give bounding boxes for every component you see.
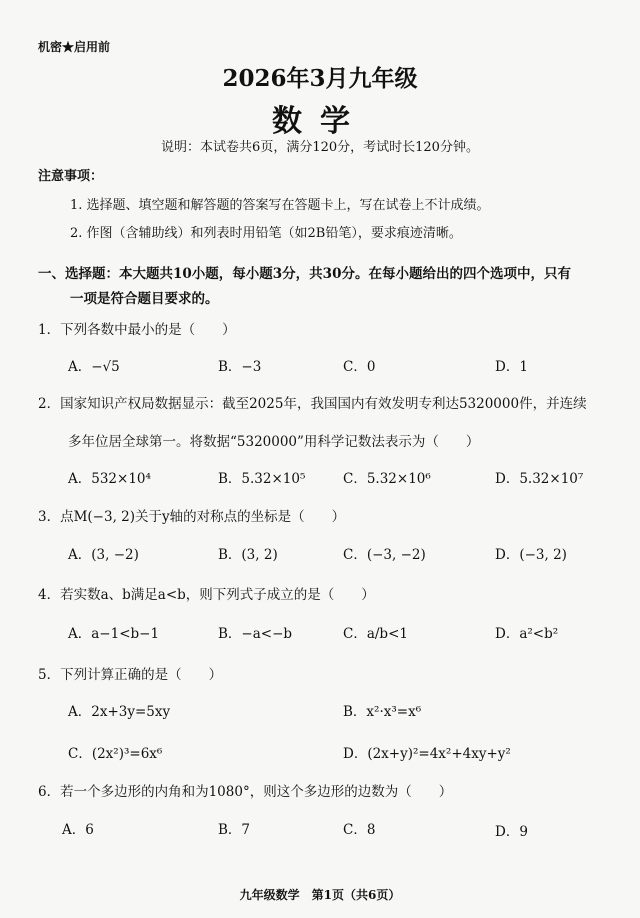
q6-option-c: C．8 [343, 822, 376, 838]
q4-option-a: A．a−1<b−1 [68, 626, 160, 642]
q3-option-b: B．(3, 2) [218, 547, 278, 563]
question-1-stem: 1．下列各数中最小的是（ ） [38, 322, 236, 338]
section-heading-line2: 一项是符合题目要求的。 [70, 291, 219, 307]
q2-option-a: A．532×10⁴ [68, 471, 151, 487]
question-4-stem: 4．若实数a、b满足a<b，则下列式子成立的是（ ） [38, 587, 375, 603]
security-label: 机密★启用前 [38, 40, 111, 54]
q2-option-d: D．5.32×10⁷ [495, 471, 584, 487]
q5-option-a: A．2x+3y=5xy [68, 704, 171, 720]
q6-option-b: B．7 [218, 822, 251, 838]
exam-description: 说明：本试卷共6页，满分120分，考试时长120分钟。 [161, 140, 479, 155]
question-6-stem: 6．若一个多边形的内角和为1080°，则这个多边形的边数为（ ） [38, 784, 453, 800]
question-2-stem-line1: 2．国家知识产权局数据显示：截至2025年，我国国内有效发明专利达5320000件，并连续 [38, 396, 587, 412]
q2-option-c: C．5.32×10⁶ [343, 471, 431, 487]
q6-option-d: D．9 [495, 824, 528, 840]
subject-title: 数学 [272, 104, 368, 139]
section-heading-line1: 一、选择题：本大题共10小题，每小题3分，共30分。在每小题给出的四个选项中，只有 [38, 266, 571, 282]
question-5-stem: 5．下列计算正确的是（ ） [38, 667, 223, 683]
q1-option-a: A．−√5 [68, 359, 120, 375]
q5-option-c: C．(2x²)³=6x⁶ [68, 746, 163, 762]
note-item-1: 1. 选择题、填空题和解答题的答案写在答题卡上，写在试卷上不计成绩。 [70, 198, 490, 213]
q4-option-d: D．a²<b² [495, 626, 559, 642]
q3-option-d: D．(−3, 2) [495, 547, 567, 563]
question-2-stem-line2: 多年位居全球第一。将数据“5320000”用科学记数法表示为（ ） [68, 434, 480, 450]
question-3-stem: 3．点M(−3, 2)关于y轴的对称点的坐标是（ ） [38, 509, 346, 525]
q3-option-c: C．(−3, −2) [343, 547, 426, 563]
page-footer: 九年级数学 第1页（共6页） [239, 888, 401, 902]
notes-heading: 注意事项： [38, 169, 104, 184]
q1-option-d: D．1 [495, 359, 528, 375]
q1-option-c: C．0 [343, 359, 376, 375]
note-item-2: 2. 作图（含辅助线）和列表时用铅笔（如2B铅笔），要求痕迹清晰。 [70, 226, 462, 241]
q5-option-b: B．x²·x³=x⁶ [343, 704, 422, 720]
q6-option-a: A．6 [62, 822, 94, 838]
q5-option-d: D．(2x+y)²=4x²+4xy+y² [343, 746, 511, 762]
q4-option-b: B．−a<−b [218, 626, 293, 642]
q3-option-a: A．(3, −2) [68, 547, 139, 563]
q1-option-b: B．−3 [218, 359, 262, 375]
q4-option-c: C．a/b<1 [343, 626, 408, 642]
q2-option-b: B．5.32×10⁵ [218, 471, 306, 487]
exam-title: 2026年3月九年级 [222, 65, 418, 92]
